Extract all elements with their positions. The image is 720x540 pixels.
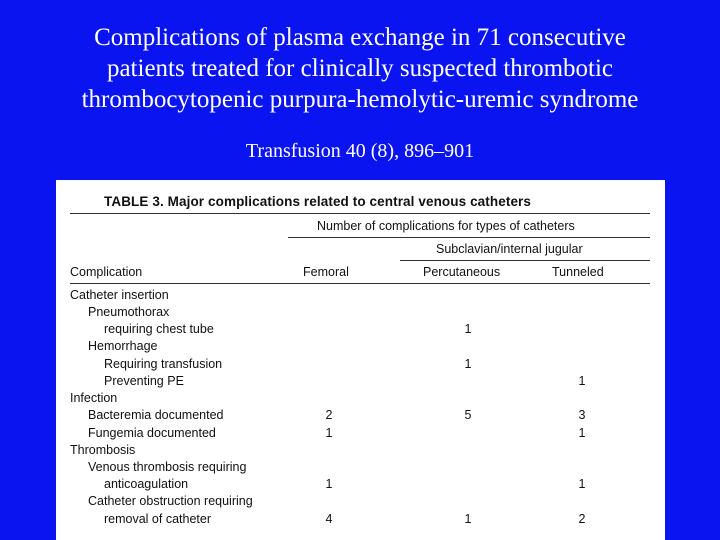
header-complication: Complication — [70, 265, 143, 279]
header-group-rule — [288, 237, 650, 238]
cell-tunneled: 3 — [578, 408, 586, 422]
header-subgroup-label: Subclavian/internal jugular — [436, 242, 583, 256]
table-row — [56, 408, 665, 425]
table-row — [56, 288, 665, 305]
row-label: Bacteremia documented — [88, 408, 224, 422]
row-label: Pneumothorax — [88, 305, 170, 319]
cell-percutaneous: 1 — [464, 322, 472, 336]
slide-title — [20, 22, 700, 115]
cell-tunneled: 1 — [578, 426, 586, 440]
row-label: Catheter obstruction requiring — [88, 494, 253, 508]
journal-citation: Transfusion 40 (8), 896–901 — [245, 140, 475, 162]
header-group-label: Number of complications for types of catheters — [317, 219, 575, 233]
cell-femoral: 4 — [325, 512, 333, 526]
row-label: requiring chest tube — [104, 322, 214, 336]
row-label: Fungemia documented — [88, 426, 216, 440]
row-label: Catheter insertion — [70, 288, 169, 302]
cell-tunneled: 1 — [578, 374, 586, 388]
cell-percutaneous: 1 — [464, 357, 472, 371]
table-top-rule — [70, 213, 650, 214]
table-row — [56, 494, 665, 511]
table-row — [56, 339, 665, 356]
title-line-1: Complications of plasma exchange in 71 consecutive — [94, 24, 626, 51]
cell-percutaneous: 1 — [464, 512, 472, 526]
header-femoral: Femoral — [303, 265, 349, 279]
row-label: Venous thrombosis requiring — [88, 460, 247, 474]
cell-femoral: 2 — [325, 408, 333, 422]
table-row — [56, 374, 665, 391]
row-label: Preventing PE — [104, 374, 184, 388]
header-subgroup-rule — [400, 260, 650, 261]
table-row — [56, 460, 665, 477]
table-row — [56, 426, 665, 443]
row-label: Thrombosis — [70, 443, 136, 457]
title-line-2: patients treated for clinically suspected thrombotic — [106, 55, 614, 82]
table-row — [56, 357, 665, 374]
header-tunneled: Tunneled — [552, 265, 604, 279]
cell-tunneled: 2 — [578, 512, 586, 526]
table-row — [56, 443, 665, 460]
header-percutaneous: Percutaneous — [423, 265, 501, 279]
title-line-3: thrombocytopenic purpura-hemolytic-uremic syndrome — [81, 86, 639, 113]
row-label: anticoagulation — [104, 477, 189, 491]
table-row — [56, 512, 665, 529]
cell-percutaneous: 5 — [464, 408, 472, 422]
row-label: Hemorrhage — [88, 339, 158, 353]
table-caption: TABLE 3. Major complications related to central venous catheters — [104, 194, 532, 209]
header-bottom-rule — [70, 283, 650, 284]
table-row — [56, 391, 665, 408]
cell-femoral: 1 — [325, 426, 333, 440]
row-label: removal of catheter — [104, 512, 211, 526]
table-row — [56, 477, 665, 494]
table-row — [56, 322, 665, 339]
table-row — [56, 305, 665, 322]
row-label: Requiring transfusion — [104, 357, 223, 371]
table-image — [56, 180, 665, 540]
cell-tunneled: 1 — [578, 477, 586, 491]
cell-femoral: 1 — [325, 477, 333, 491]
row-label: Infection — [70, 391, 118, 405]
